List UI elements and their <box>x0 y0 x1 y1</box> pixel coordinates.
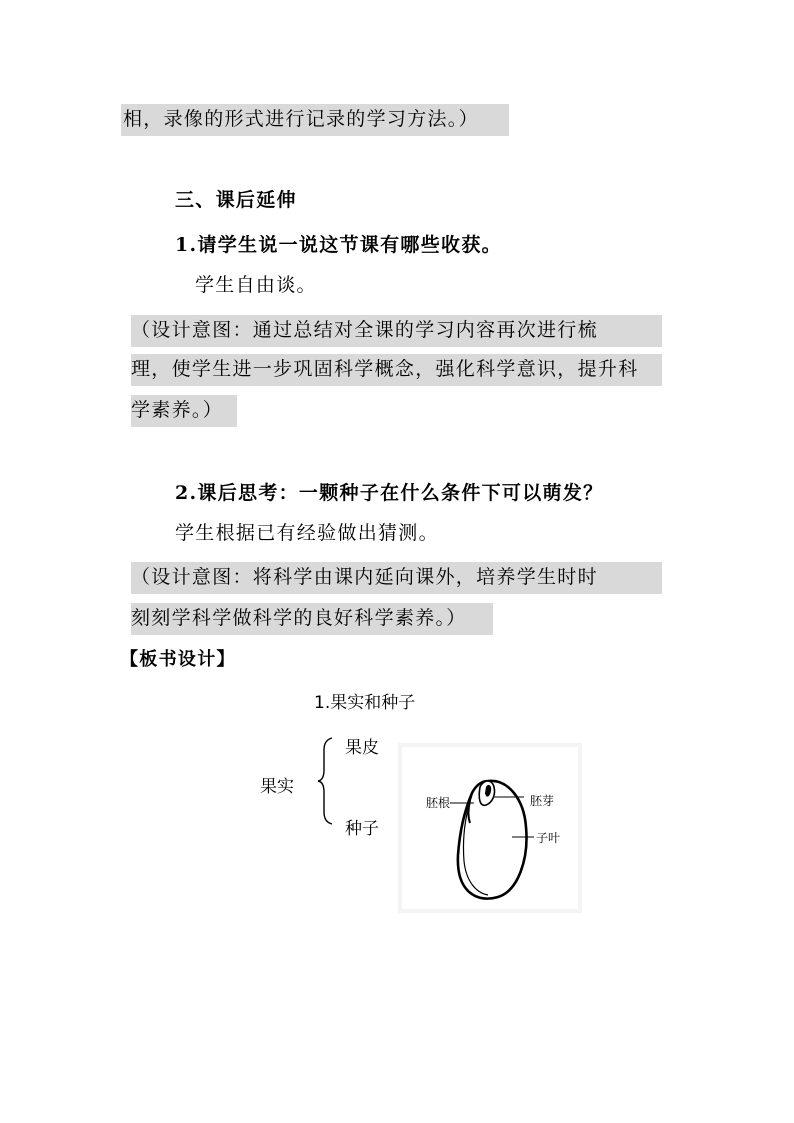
question-1: 1.请学生说一说这节课有哪些收获。 <box>175 234 502 256</box>
design-intent-1-line3: 学素养。） <box>131 395 237 427</box>
section-heading: 三、课后延伸 <box>175 189 297 211</box>
seed-diagram <box>398 743 582 913</box>
question-2: 2.课后思考：一颗种子在什么条件下可以萌发？ <box>175 482 604 504</box>
label-plumule: 胚芽 <box>530 794 555 808</box>
label-radicle: 胚根 <box>426 796 451 810</box>
label-cotyledon: 子叶 <box>536 831 561 845</box>
curly-brace-icon <box>316 736 336 826</box>
answer-2: 学生根据已有经验做出猜测。 <box>175 522 439 544</box>
design-intent-2-line2: 刻刻学科学做科学的良好科学素养。） <box>131 603 493 635</box>
answer-1: 学生自由谈。 <box>195 274 317 296</box>
design-intent-1-line2: 理，使学生进一步巩固科学概念，强化科学意识，提升科 <box>131 354 662 386</box>
design-intent-2-line1: （设计意图：将科学由课内延向课外，培养学生时时 <box>131 562 662 594</box>
board-root-label: 果实 <box>260 777 294 797</box>
board-design-heading: 【板书设计】 <box>120 649 236 670</box>
design-intent-1-line1: （设计意图：通过总结对全课的学习内容再次进行梳 <box>131 315 662 347</box>
board-branch-peel: 果皮 <box>345 738 379 758</box>
board-branch-seed: 种子 <box>345 819 379 839</box>
paragraph-continuation: 相，录像的形式进行记录的学习方法。） <box>121 104 509 136</box>
board-title: 1.果实和种子 <box>314 693 416 713</box>
